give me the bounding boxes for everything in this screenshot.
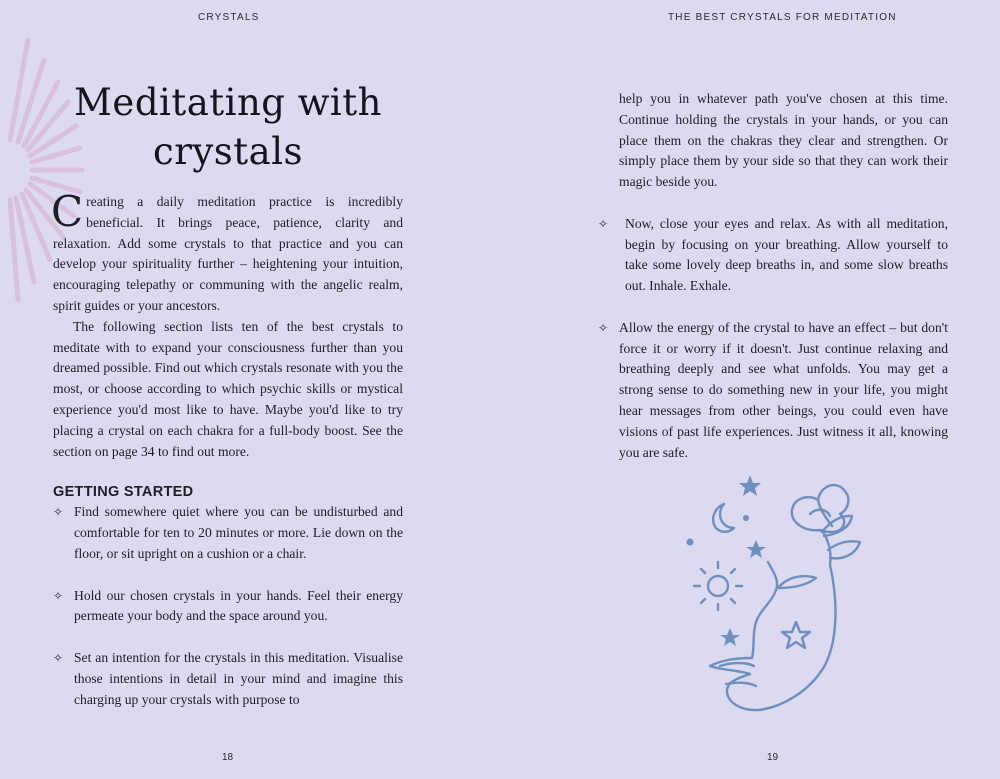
sparkle-bullet-icon: ✧ [53, 505, 64, 520]
title-line-1: Meditating with [74, 81, 382, 124]
intro-text: reating a daily meditation practice is incredibly beneficial. It brings peace, patience, clarity and relaxation. Add some crystals to that practice and you can develop your spirituality further – heightening your intuition, encouraging telepathy or communing with the angelic realm, spirit guides or your ancestors. [53, 194, 403, 313]
list-item [53, 648, 403, 710]
sparkle-bullet-icon: ✧ [598, 320, 609, 335]
drop-cap: C [51, 187, 84, 236]
bullet-text: Now, close your eyes and relax. As with all meditation, begin by focusing on your breathing. Allow yourself to take some lovely deep breaths in, and some slow breaths out. Inhale. Exhale. [625, 215, 948, 294]
page-title [53, 78, 403, 176]
left-column [51, 187, 403, 710]
sparkle-bullet-icon: ✧ [53, 588, 64, 603]
right-column [598, 89, 948, 463]
running-head-right: THE BEST CRYSTALS FOR MEDITATION [668, 12, 897, 23]
list-item [598, 318, 948, 464]
page-number-right: 19 [767, 752, 779, 763]
list-item [53, 502, 403, 564]
intro-paragraph [51, 187, 403, 317]
list-item [598, 214, 948, 297]
bullet-text: Hold our chosen crystals in your hands. Feel their energy permeate your body and the space around you. [74, 587, 403, 624]
sparkle-bullet-icon: ✧ [598, 216, 609, 231]
bullet-text: Find somewhere quiet where you can be undisturbed and comfortable for ten to 20 minutes or more. Lie down on the floor, or sit upright on a cushion or a chair. [74, 504, 403, 561]
title-line-2: crystals [152, 130, 304, 173]
face-flower-illustration [680, 470, 870, 720]
bullet-text: Allow the energy of the crystal to have an effect – but don't force it or worry if it doesn't. Just continue relaxing and breathing deeply and see what unfolds. You may get a strong sense to do something new in your life, you might hear messages from other beings, you could even have visions of past life experiences. Just witness it all, knowing you are safe. [619, 319, 948, 460]
page-number-left: 18 [222, 752, 234, 763]
bullet-text: Set an intention for the crystals in this meditation. Visualise those intentions in detail in your mind and imagine this charging up your crystals with purpose to [74, 649, 403, 707]
running-head-left: CRYSTALS [198, 12, 260, 23]
list-item [53, 586, 403, 628]
sparkle-bullet-icon: ✧ [53, 650, 64, 665]
continuation-paragraph: help you in whatever path you've chosen at this time. Continue holding the crystals in your hands, or you can place them on the chakras they clear and strengthen. Or simply place them by your side so that they can work their magic beside you. [619, 91, 948, 190]
paragraph-2: The following section lists ten of the best crystals to meditate with to expand your consciousness further than you dreamed possible. Find out which crystals resonate with you the most, or choose according to which psychic skills or mystical experience you'd most like to have. Maybe you'd like to try placing a crystal on each chakra for a full-body boost. See the section on page 34 to find out more. [53, 318, 403, 459]
section-heading: GETTING STARTED [53, 484, 194, 501]
